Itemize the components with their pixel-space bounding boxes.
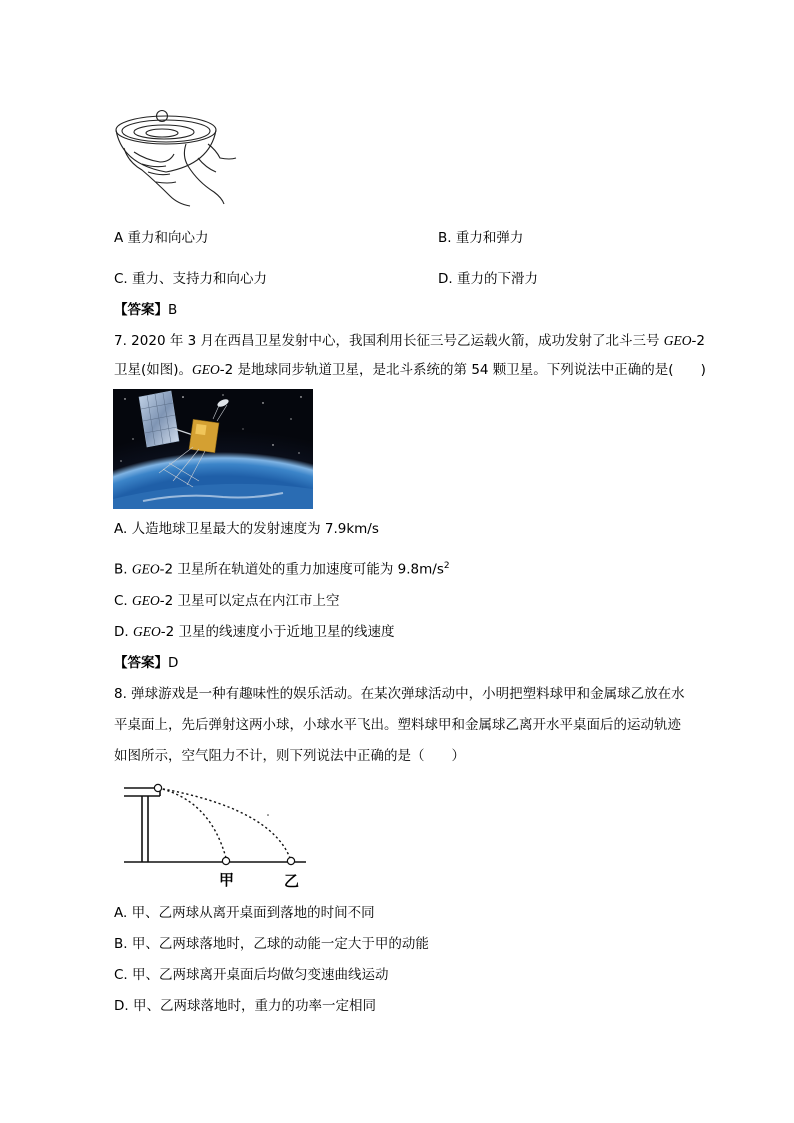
q7-option-a: A. 人造地球卫星最大的发射速度为 7.9km/s bbox=[114, 521, 379, 537]
q7-term: GEO bbox=[131, 561, 160, 577]
q7-option-c bbox=[114, 591, 340, 611]
q7-term-suffix: -2 bbox=[691, 333, 705, 349]
q7-term: GEO bbox=[132, 624, 161, 639]
superscript: 2 bbox=[443, 561, 450, 571]
q7-option-d bbox=[114, 622, 395, 642]
q8-option-a: A. 甲、乙两球从离开桌面到落地的时间不同 bbox=[114, 905, 375, 921]
q7-option-b bbox=[114, 556, 450, 580]
answer-tag: 【答案】 bbox=[114, 655, 168, 671]
q8-stem-line-1: 8. 弹球游戏是一种有趣味性的娱乐活动。在某次弹球活动中，小明把塑料球甲和金属球乙放在水 bbox=[114, 686, 685, 702]
option-label: B. bbox=[114, 561, 132, 578]
q8-option-d: D. 甲、乙两球落地时，重力的功率一定相同 bbox=[114, 998, 376, 1014]
q7-term: GEO bbox=[663, 333, 692, 348]
q8-stem-line-2: 平桌面上，先后弹射这两小球，小球水平飞出。塑料球甲和金属球乙离开水平桌面后的运动轨迹 bbox=[114, 717, 681, 733]
q7-term: GEO bbox=[192, 362, 220, 377]
q7-stem-text: 卫星(如图)。 bbox=[114, 362, 193, 378]
option-text: -2 卫星可以定点在内江市上空 bbox=[159, 593, 340, 609]
q7-stem-text-rest: -2 是地球同步轨道卫星，是北斗系统的第 54 颗卫星。下列说法中正确的是( ) bbox=[219, 362, 706, 378]
satellite-illustration bbox=[113, 389, 313, 509]
projectile-figure bbox=[120, 782, 310, 892]
q6-option-a: A 重力和向心力 bbox=[114, 230, 209, 246]
q8-stem-line-3: 如图所示，空气阻力不计，则下列说法中正确的是（ ） bbox=[114, 748, 465, 764]
bowl-hands-drawing bbox=[112, 108, 242, 210]
q8-option-b: B. 甲、乙两球落地时，乙球的动能一定大于甲的动能 bbox=[114, 936, 429, 952]
q6-option-c: C. 重力、支持力和向心力 bbox=[114, 271, 268, 287]
option-text: -2 卫星的线速度小于近地卫星的线速度 bbox=[160, 624, 395, 640]
q6-answer bbox=[114, 300, 177, 320]
option-text: -2 卫星所在轨道处的重力加速度可能为 9.8m/s bbox=[159, 561, 444, 578]
q7-answer bbox=[114, 653, 178, 673]
projectile-diagram bbox=[120, 782, 310, 892]
bowl-hands-figure bbox=[112, 108, 242, 210]
q7-stem-line-1 bbox=[114, 331, 705, 351]
label-jia: 甲 bbox=[219, 871, 235, 889]
q7-term: GEO bbox=[132, 593, 160, 608]
q7-stem-text: 7. 2020 年 3 月在西昌卫星发射中心，我国利用长征三号乙运载火箭，成功发射了北斗三号 bbox=[114, 333, 664, 349]
option-label: C. bbox=[114, 593, 133, 609]
option-label: D. bbox=[114, 624, 133, 640]
q6-option-b: B. 重力和弹力 bbox=[438, 230, 524, 246]
answer-tag: 【答案】 bbox=[114, 302, 168, 318]
satellite-photo bbox=[113, 389, 313, 509]
answer-value: D bbox=[168, 655, 179, 671]
q7-stem-line-2 bbox=[114, 360, 706, 380]
answer-value: B bbox=[168, 302, 178, 318]
q6-option-d: D. 重力的下滑力 bbox=[438, 271, 538, 287]
q8-option-c: C. 甲、乙两球离开桌面后均做匀变速曲线运动 bbox=[114, 967, 389, 983]
label-yi: 乙 bbox=[284, 872, 300, 890]
